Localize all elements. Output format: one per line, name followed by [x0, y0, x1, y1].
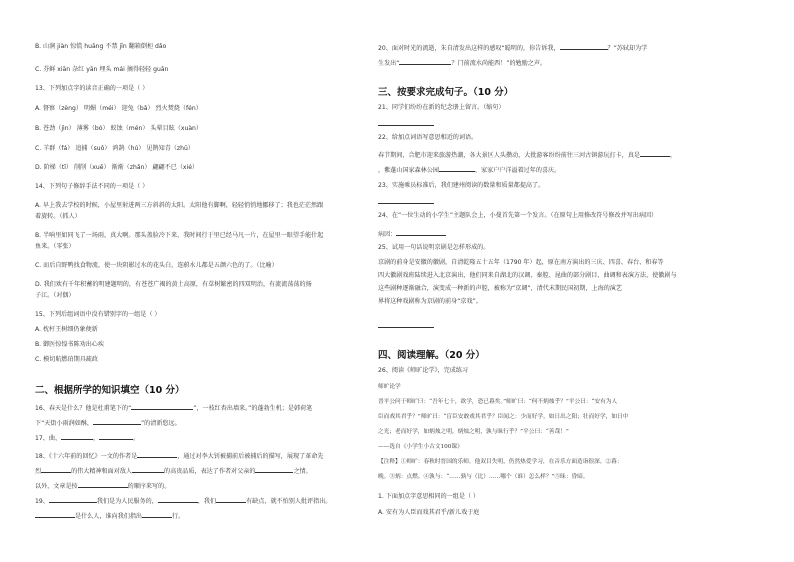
q16-blank-2[interactable] [93, 418, 141, 425]
q14-option-d-line1: D. 我们欢有千年积蓄的明建题明的，有苍苍广褐的黄土高原，有草树繁密的四双明治，有流流荡荡的扬 [35, 281, 312, 288]
q22-blank-2[interactable] [439, 165, 475, 172]
q18-text-e: 的高贵品质，表达了作者对父亲的 [164, 468, 256, 475]
q14-option-b-line2: 鱼来。（零张） [35, 243, 75, 250]
q20-text-a: 20、面对时光的流逝，朱自清发出这样的感叹“聪明的，你告诉我， [378, 45, 560, 52]
q15-option-b: B. 御医惊惶书陈劝出心疾 [35, 341, 104, 348]
q21-answer-line[interactable] [378, 124, 434, 126]
q19-text-c: ，我们 [197, 498, 217, 505]
q18-text-b: ，通过对李大钊被捕前后被捕后的描写，展现了革命先 [177, 453, 324, 460]
q22-text-3: ，家家户户洋溢着过年的喜庆。 [474, 167, 561, 174]
q16-line2 [35, 418, 181, 428]
q17-blank-2[interactable] [99, 433, 133, 440]
q22-text-line1: 春节期间，合肥市迎来旅游热潮，各大景区人头攒动，大批游客纷纷前往三河古镇游玩打卡，真是 ， [378, 152, 677, 159]
q14-option-d-line2: 子江。（对偶） [35, 292, 75, 299]
q25-passage-2: 四大徽剧戏班陆续进入北京演出，他们同来自湖北的汉调、秦腔、昆曲的部分剧目、曲调和表演方法，使徽剧与 [378, 272, 677, 279]
annotation-line-1: 【注释】①师旷：春秋时晋国的乐师。他双目失明，仍然热爱学习，在音乐方面造诣很深。②暮： [378, 459, 623, 465]
q18-text-g: 以外，文章是按 [35, 483, 78, 490]
reading-q1-option-a: A. 安有为人臣而戏其君乎/新儿戏于庭 [378, 509, 480, 516]
q21-question: 21、同学们纷纷在新的纪念册上留言。（缩句） [378, 104, 505, 111]
reading-q1: 1. 下面加点字意思相同的一组是（ ） [378, 493, 480, 500]
q18-blank-3[interactable] [132, 466, 164, 473]
q20-line1 [378, 43, 647, 53]
q17-line: 17、曲、 ， 。 [35, 435, 140, 442]
q19-blank-2[interactable] [158, 496, 198, 503]
q18-text-a: 18、《十六年前的回忆》一文的作者是 [35, 453, 138, 460]
q18-text-d: 的伟大精神和面对敌人 [71, 468, 133, 475]
q25-passage-4: 界将这种戏剧称为京剧的前身“京戏”。 [378, 298, 482, 305]
passage-line-2: 臣而戏其君乎？”师旷曰：“盲臣安敢戏其君乎？臣闻之：少而好学，如日出之阳；壮而好学，如日中 [378, 414, 629, 420]
q19-blank-1[interactable] [49, 496, 97, 503]
q22-question: 22、给加点词语写意思相近的词语。 [378, 134, 478, 141]
q20-blank-1[interactable] [560, 43, 608, 50]
q19-text-e: 是什么人，谁向我们指出 [75, 513, 143, 520]
q17-text: 17、曲、 [35, 435, 62, 442]
q19-text-a: 19、 [35, 498, 49, 505]
q22-text-line2 [378, 165, 560, 175]
q19-blank-5[interactable] [142, 511, 172, 518]
q16-blank-1[interactable] [131, 403, 193, 410]
q18-line1 [35, 451, 323, 461]
q18-blank-4[interactable] [255, 466, 293, 473]
q14-option-c: C. 而后自野鸭找食物流，使一块阴影过水的花头白，连蔚水儿都是五颜六色的了。（比喻） [35, 262, 278, 269]
passage-source: ——选自《小学生小古文100课》 [378, 444, 463, 450]
q20-line2 [378, 58, 546, 68]
q16-text-c: 下“天街小雨润如酥， [35, 420, 94, 427]
q18-line2 [35, 466, 312, 476]
q25-question: 25、试用一句话说明京剧是怎样形成的。 [378, 244, 490, 251]
q24-question: 24、在“一位生动的小学生”主题队会上，小曼首先第一个发言。（在原句上用修改符号修改并写出病因） [378, 212, 658, 219]
q25-passage-3: 这些剧种逐渐融合，演变成一种新的声腔，被称为“京调”，清代末期民国初期，上海的演艺 [378, 285, 622, 292]
q14-option-a-line1: A. 早上我去学校的时候，小屋里射进两三方斜斜的太阳。太阳他有脚啊，轻轻悄悄地挪移了；我也茫茫然跟 [35, 202, 324, 209]
passage-line-3: 之光；老而好学，如炳烛之明。炳烛之明，孰与昧行乎？”平公曰：“善哉！” [378, 429, 569, 435]
q22-text-2: ，紫蓬山国家森林公园 [378, 167, 439, 174]
q18-text-f: 之情。 [293, 468, 312, 475]
q18-blank-2[interactable] [41, 466, 71, 473]
passage-line-1: 晋平公问于师旷曰：“吾年七十，欲学，恐已暮矣。”师旷曰：“何不炳烛乎？”平公曰：“安有为人 [378, 399, 618, 405]
q13-option-a: A. 督察（zèng） 明媚（méi） 迎兔（bǎ） 烈火焚烧（fén） [35, 105, 202, 112]
section-3-header: 三、按要求完成句子。（10 分） [378, 87, 514, 98]
q19-line2 [35, 511, 184, 521]
q23-answer-line[interactable] [378, 202, 434, 204]
q25-answer-line[interactable] [378, 326, 434, 328]
q19-text-d: 有缺点，就不怕别人批评指出。 [246, 498, 332, 505]
q22-blank-1[interactable] [640, 150, 670, 157]
section-4-header: 四、阅读理解。（20 分） [378, 350, 485, 361]
q19-text-f: 行。 [172, 513, 185, 520]
q20-text-d: ？门前流水尚能西！”的勉励之声。 [451, 60, 547, 67]
q23-question: 23、实施乘员标准后，我们建州阅读的数量和质量都提高了。 [378, 182, 545, 189]
q15-question: 15、下列后组词语中没有错别字的一组是（ ） [35, 311, 161, 318]
section-2-header: 二、根据所学的知识填空（10 分） [35, 385, 185, 396]
q18-text-h: 的顺序来写的。 [127, 483, 171, 490]
q19-blank-4[interactable] [35, 511, 75, 518]
q18-blank-5[interactable] [78, 481, 128, 488]
passage-title: 师旷论学 [378, 384, 401, 390]
q13-question: 13、下列加点字的读音正确的一项是（ ） [35, 85, 149, 92]
q13-option-d: D. 阶梯（tī） 削削（xuē） 渐渐（zhǎn） 翩翩不已（xié） [35, 164, 199, 171]
q16-text-a: 16、春天是什么？他是杜甫笔下的“ [35, 405, 132, 412]
q15-option-c: C. 模切航燃珀期具疏政 [35, 356, 98, 363]
q15-option-a: A. 枕杆王树细仍象便新 [35, 326, 98, 333]
q12-option-b: B. 山涧 jiàn 惊慌 huāng 不禁 jīn 翻箱倒柜 dǎo [35, 43, 167, 50]
q24-cause-label: 病因： [378, 231, 397, 238]
q26-question: 26、阅读《师旷论学》，完成练习 [378, 367, 469, 374]
q17-blank-1[interactable] [61, 433, 93, 440]
annotation-line-2: 晚。③炳：点燃。④孰与：“……孰与（比）……哪个（谁）怎么样？”⑤昧：昏暗。 [378, 474, 589, 480]
q18-line3 [35, 481, 170, 491]
q14-question: 14、下列句子修辞手法不同的一项是（ ） [35, 183, 149, 190]
q13-option-c: C. 羊群（fá） 追捕（suǒ） 鸿鹄（hú） 见鹊知青（zhū） [35, 145, 194, 152]
q16-text-d: ”的清新悠远。 [141, 420, 181, 427]
q16-text-b: ”，一枝红杏出墙来。”的蓬勃生机；是韩荷笔 [193, 405, 313, 412]
q19-text-b: 我们是为人民服务的， [96, 498, 158, 505]
q13-option-b: B. 苍劲（jìn） 薄雾（bó） 蚁蚀（mén） 头晕目眩（xuàn） [35, 125, 203, 132]
q20-text-c: 生发出“ [378, 60, 400, 67]
q20-blank-2[interactable] [399, 58, 451, 65]
q22-text-1: 春节期间，合肥市迎来旅游热潮，各大景区人头攒动，大批游客纷纷前往三河古镇游玩打卡，真是 [378, 152, 641, 159]
q19-blank-3[interactable] [216, 496, 246, 503]
q14-option-b-line1: B. 半响里如同飞了一场雨，真大啊。那头盖脸冷下来，我时间行于里已经马凡一片，在屋里一眼望手能什起 [35, 232, 324, 239]
q24-cause-line [378, 229, 446, 239]
q18-blank-1[interactable] [137, 451, 177, 458]
q14-option-a-line2: 着旋转。（抓人） [35, 213, 81, 220]
q12-option-c: C. 芬鲜 xiān 杂红 yān 埋头 mái 摘得轻轻 guān [35, 66, 169, 73]
q25-passage-1: 京剧的前身是安徽的徽剧，自清乾隆五十五年（1790 年）起，原在南方演出的三庆、四喜、春台、和春等 [378, 259, 664, 266]
q19-line1 [35, 496, 331, 506]
q16-line1 [35, 403, 312, 413]
q20-text-b: ？”苏轼却为学 [607, 45, 648, 52]
q24-blank[interactable] [396, 229, 446, 236]
q18-text-c: 烈 [35, 468, 42, 475]
